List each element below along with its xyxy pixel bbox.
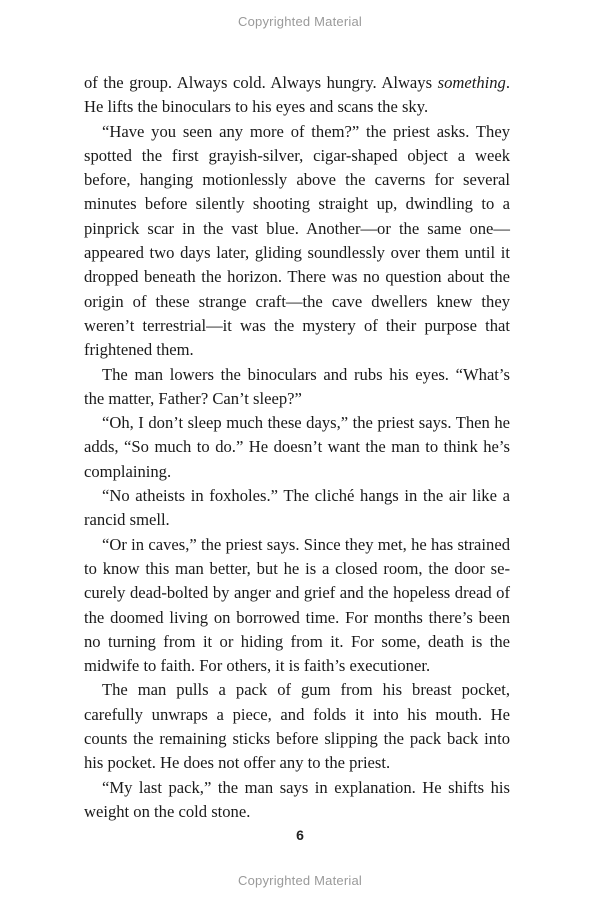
paragraph-1-text-end: . He lifts the binoculars to his eyes and scans the sky. bbox=[84, 73, 510, 117]
paragraph-1 bbox=[84, 71, 510, 120]
copyright-watermark-top: Copyrighted Material bbox=[238, 14, 362, 29]
paragraph-8: “My last pack,” the man says in explanation. He shifts his weight on the cold stone. bbox=[84, 777, 510, 821]
paragraph-1-emphasis: something bbox=[437, 73, 506, 92]
paragraph-7: The man pulls a pack of gum from his breast pocket, carefully unwraps a piece, and folds it into his mouth. He counts the remaining sticks before slipping the pack back into his pocket. He does not offer any to the priest. bbox=[84, 680, 510, 773]
paragraph-1-text: of the group. Always cold. Always hungry. Always bbox=[84, 73, 438, 92]
paragraph-2: “Have you seen any more of them?” the priest asks. They spotted the first grayish-silver, cigar-shaped object a week before, hanging motionlessly above the caverns for several minutes before silently shooting straight up, dwindling to a pinprick scar in the vast blue. Another—or the same one—appeared two days later, gliding soundlessly over them until it dropped beneath the horizon. There was no question about the origin of these strange craft—the cave dwellers knew they weren’t terrestrial—it was the mystery of their purpose that frightened them. bbox=[84, 121, 510, 360]
paragraph-6: “Or in caves,” the priest says. Since they met, he has strained to know this man better, but he is a closed room, the door securely dead-bolted by anger and grief and the hopeless dread of the doomed living on borrowed time. For months there’s been no turning from it or hiding from it. For some, death is the midwife to faith. For others, it is faith’s executioner. bbox=[84, 534, 510, 676]
copyright-watermark-bottom: Copyrighted Material bbox=[238, 873, 362, 888]
paragraph-5: “No atheists in foxholes.” The cliché hangs in the air like a rancid smell. bbox=[84, 486, 510, 530]
page-number: 6 bbox=[296, 827, 304, 843]
body-text bbox=[84, 71, 510, 824]
paragraph-3: The man lowers the binoculars and rubs his eyes. “What’s the matter, Father? Can’t sleep?” bbox=[84, 364, 510, 408]
paragraph-4: “Oh, I don’t sleep much these days,” the priest says. Then he adds, “So much to do.” He doesn’t want the man to think he’s complaining. bbox=[84, 413, 510, 481]
